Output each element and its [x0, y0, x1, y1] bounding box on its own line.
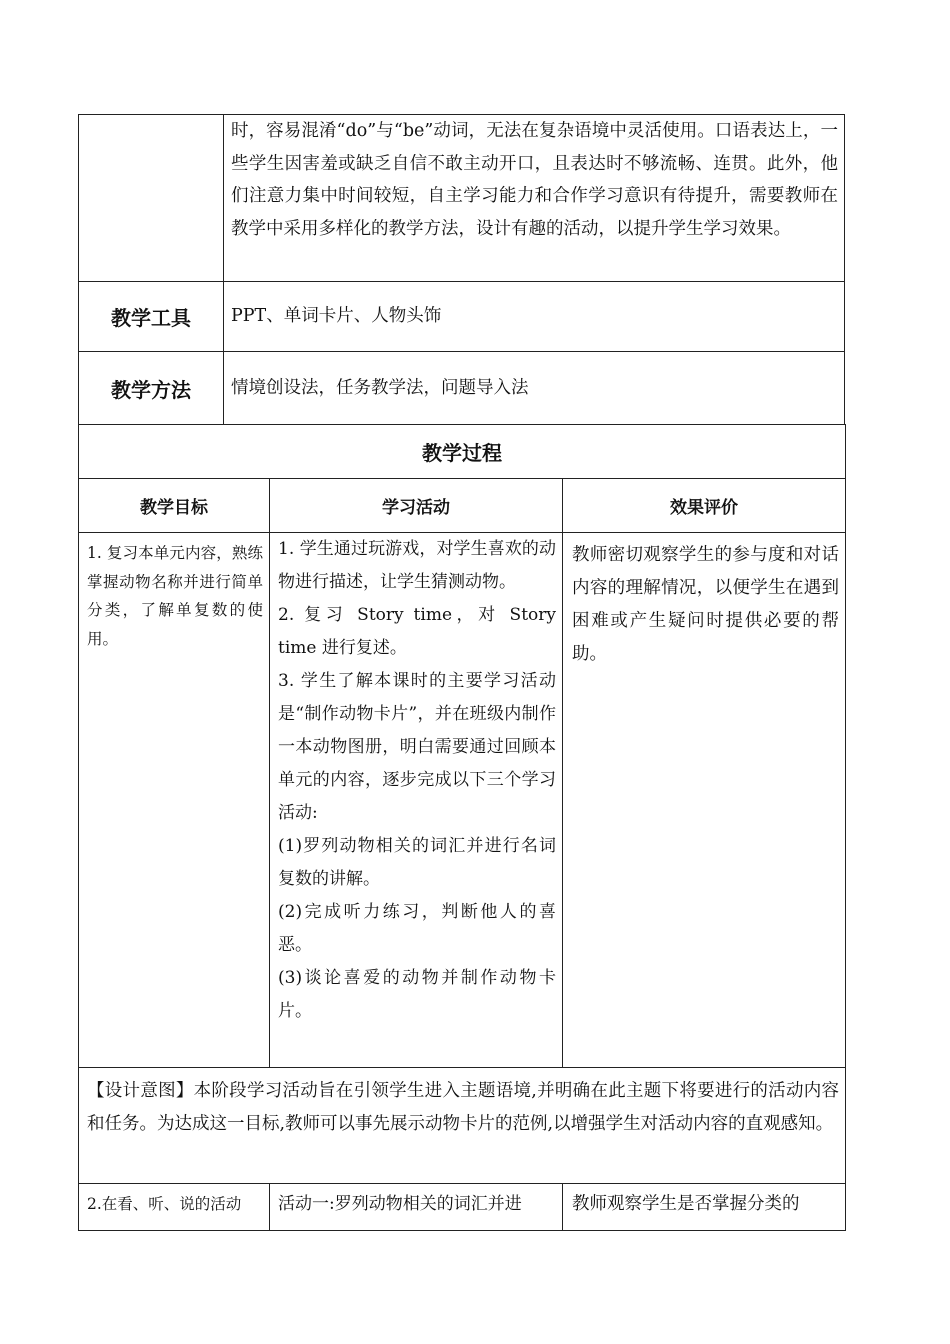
- design-intent-row: [79, 1068, 846, 1184]
- header-evaluation: 效果评价: [563, 479, 846, 533]
- activity-item: 1. 学生通过玩游戏，对学生喜欢的动物进行描述，让学生猜测动物。: [278, 539, 556, 592]
- tools-label: 教学工具: [79, 282, 224, 352]
- activity-item: (3)谈论喜爱的动物并制作动物卡片。: [278, 968, 556, 1021]
- activity-2: 活动一:罗列动物相关的词汇并进: [270, 1184, 563, 1231]
- process-row-1: [79, 533, 846, 1068]
- learner-analysis-label-cell: [79, 115, 224, 282]
- activity-item: (1)罗列动物相关的词汇并进行名词复数的讲解。: [278, 836, 556, 889]
- methods-row: [79, 352, 845, 425]
- tools-row: [79, 282, 845, 352]
- goal-2: 2.在看、听、说的活动: [79, 1184, 270, 1231]
- design-intent: 【设计意图】本阶段学习活动旨在引领学生进入主题语境,并明确在此主题下将要进行的活动内容和任务。为达成这一目标,教师可以事先展示动物卡片的范例,以增强学生对活动内容的直观感知。: [79, 1068, 846, 1184]
- goal-1: 1. 复习本单元内容，熟练掌握动物名称并进行简单分类，了解单复数的使用。: [79, 533, 270, 1068]
- activities-1: [270, 533, 563, 1068]
- methods-value: 情境创设法，任务教学法，问题导入法: [224, 352, 845, 425]
- learner-analysis-row: [79, 115, 845, 282]
- lesson-info-table: [78, 114, 845, 425]
- teaching-process-table: [78, 424, 846, 1231]
- activity-item: 3. 学生了解本课时的主要学习活动是“制作动物卡片”，并在班级内制作一本动物图册，明白需要通过回顾本单元的内容，逐步完成以下三个学习活动:: [278, 671, 556, 823]
- lesson-plan-document: [78, 114, 845, 1231]
- process-title: 教学过程: [79, 425, 846, 479]
- tools-value: PPT、单词卡片、人物头饰: [224, 282, 845, 352]
- process-row-2: [79, 1184, 846, 1231]
- methods-label: 教学方法: [79, 352, 224, 425]
- header-goal: 教学目标: [79, 479, 270, 533]
- learner-analysis-text: 时，容易混淆“do”与“be”动词，无法在复杂语境中灵活使用。口语表达上，一些学生因害羞或缺乏自信不敢主动开口，且表达时不够流畅、连贯。此外，他们注意力集中时间较短，自主学习能力和合作学习意识有待提升，需要教师在教学中采用多样化的教学方法，设计有趣的活动，以提升学生学习效果。: [224, 115, 845, 282]
- evaluation-1: 教师密切观察学生的参与度和对话内容的理解情况，以便学生在遇到困难或产生疑问时提供必要的帮助。: [563, 533, 846, 1068]
- activity-item: (2)完成听力练习，判断他人的喜恶。: [278, 902, 556, 955]
- evaluation-2: 教师观察学生是否掌握分类的: [563, 1184, 846, 1231]
- activity-item: 2. 复习 Story time，对 Story time 进行复述。: [278, 605, 556, 658]
- header-activity: 学习活动: [270, 479, 563, 533]
